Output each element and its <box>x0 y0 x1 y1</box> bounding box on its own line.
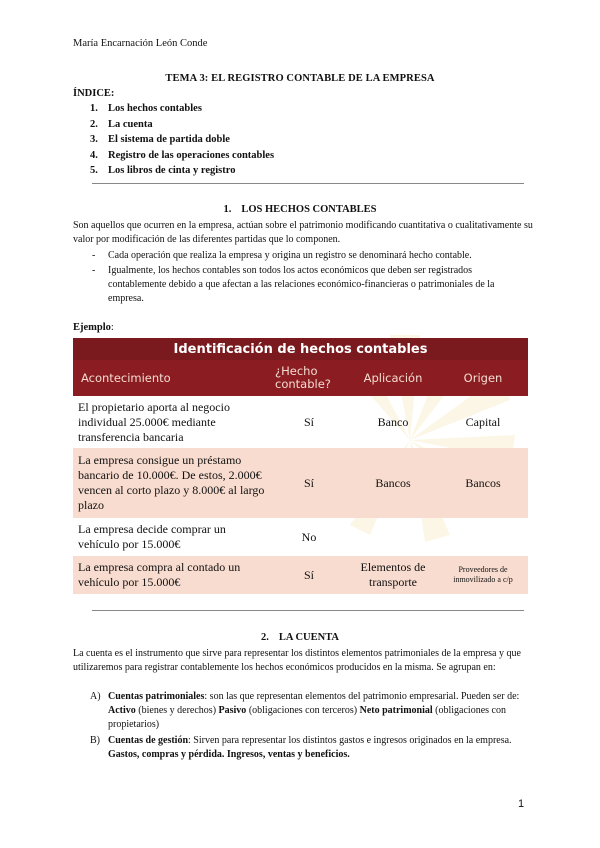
index-item-number: 2. <box>90 118 98 130</box>
table-cell: Banco <box>377 414 409 429</box>
item-term: Cuentas patrimoniales <box>108 691 205 702</box>
example-label <box>73 322 114 333</box>
bullet-item: - Cada operación que realiza la empresa y origina un registro se denominará hecho contable. <box>92 249 530 263</box>
item-bold: Neto patrimonial <box>359 705 433 716</box>
table-cell <box>348 518 438 556</box>
section-title-text: LA CUENTA <box>278 632 340 643</box>
index-item-number: 3. <box>90 134 98 145</box>
table-header-row <box>73 360 528 396</box>
section-title <box>0 204 600 215</box>
bullet-item: - Igualmente, los hechos contables son todos los actos económicos que deben ser registrados contablemente debido a que afectan a las relaciones económico-financieras o patrimoniales de la empresa. <box>92 264 530 306</box>
item-term: Cuentas de gestión <box>108 735 189 746</box>
table-cell: Capital <box>465 414 501 429</box>
table-cell: Sí <box>303 414 314 429</box>
index-item <box>90 132 274 148</box>
section-intro: Son aquellos que ocurren en la empresa, actúan sobre el patrimonio modificando cuantitativa o cualitativamente su valor por modificación de las diferentes partidas que lo componen. <box>73 220 533 245</box>
table-header-cell: Origen <box>438 360 528 396</box>
section-intro: La cuenta es el instrumento que sirve para representar los distintos elementos patrimoniales de la empresa y que utilizaremos para registrar contablemente los hechos económicos producidos en la misma. Se agrupan en: <box>73 648 521 673</box>
divider <box>92 610 524 611</box>
account-type-item <box>90 734 530 762</box>
table-header-cell: ¿Hecho contable? <box>270 360 348 396</box>
table-cell: La empresa compra al contado un vehículo por 15.000€ <box>73 556 270 594</box>
table-cell: Bancos <box>438 448 528 518</box>
page-number: 1 <box>518 798 525 810</box>
section-number: 2. <box>260 632 269 643</box>
accounting-facts-table <box>73 338 528 594</box>
index-list <box>90 101 274 179</box>
table-row <box>73 556 528 594</box>
table-cell: La empresa decide comprar un vehículo por 15.000€ <box>78 522 226 551</box>
index-item-label: Los libros de cinta y registro <box>108 165 236 176</box>
author-name: María Encarnación León Conde <box>73 38 208 49</box>
item-bold: Activo <box>108 705 136 716</box>
example-label-text: Ejemplo <box>73 322 111 333</box>
item-text: (obligaciones con terceros) <box>246 705 360 716</box>
index-item-number: 5. <box>90 165 98 176</box>
table-cell <box>438 518 528 556</box>
index-item <box>90 148 274 164</box>
item-text: : son las que representan elementos del patrimonio empresarial. Pueden ser de: <box>204 691 520 702</box>
example-label-colon: : <box>110 322 114 333</box>
divider <box>92 183 524 184</box>
table-cell: Sí <box>270 556 348 594</box>
item-text: : Sirven para representar los distintos gastos e ingresos originados en la empresa. <box>188 735 512 746</box>
index-item-number: 1. <box>90 103 98 114</box>
account-type-item <box>90 690 530 732</box>
table-cell: Bancos <box>348 448 438 518</box>
table-cell: Elementos de transporte <box>348 556 438 594</box>
item-bold: Gastos, compras y pérdida. Ingresos, ventas y beneficios. <box>108 749 350 760</box>
table-cell: El propietario aporta al negocio individual 25.000€ mediante transferencia bancaria <box>78 399 230 444</box>
table-cell: No <box>301 529 317 544</box>
section-number: 1. <box>223 204 232 215</box>
section-title <box>0 632 600 643</box>
table-row <box>73 396 528 448</box>
item-letter: A) <box>90 691 101 702</box>
index-item <box>90 163 274 179</box>
index-heading: ÍNDICE: <box>73 88 115 99</box>
account-types-list <box>90 690 530 764</box>
table-cell: La empresa consigue un préstamo bancario de 10.000€. De estos, 2.000€ vencen al corto plazo y 8.000€ al largo plazo <box>73 448 270 518</box>
index-item-label: Registro de las operaciones contables <box>108 149 275 161</box>
item-text: (obligaciones con propietarios) <box>108 705 506 730</box>
table-header-cell: Acontecimiento <box>73 360 270 396</box>
item-letter: B) <box>90 735 100 746</box>
table-cell: Proveedores de inmovilizado a c/p <box>438 556 528 594</box>
index-item <box>90 101 274 117</box>
index-item-label: El sistema de partida doble <box>108 134 230 145</box>
document-title: TEMA 3: EL REGISTRO CONTABLE DE LA EMPRESA <box>165 73 435 84</box>
bullet-list <box>92 249 530 307</box>
index-item-number: 4. <box>90 149 98 161</box>
index-item <box>90 117 274 133</box>
table-cell: Sí <box>270 448 348 518</box>
table-header-cell: Aplicación <box>348 360 438 396</box>
item-bold: Pasivo <box>218 705 247 716</box>
table-row <box>73 518 528 556</box>
table-title: Identificación de hechos contables <box>73 338 528 360</box>
item-text: (bienes y derechos) <box>135 705 219 716</box>
index-item-label: Los hechos contables <box>108 103 202 114</box>
index-item-label: La cuenta <box>108 118 153 130</box>
table-row <box>73 448 528 518</box>
section-title-text: LOS HECHOS CONTABLES <box>241 204 377 215</box>
